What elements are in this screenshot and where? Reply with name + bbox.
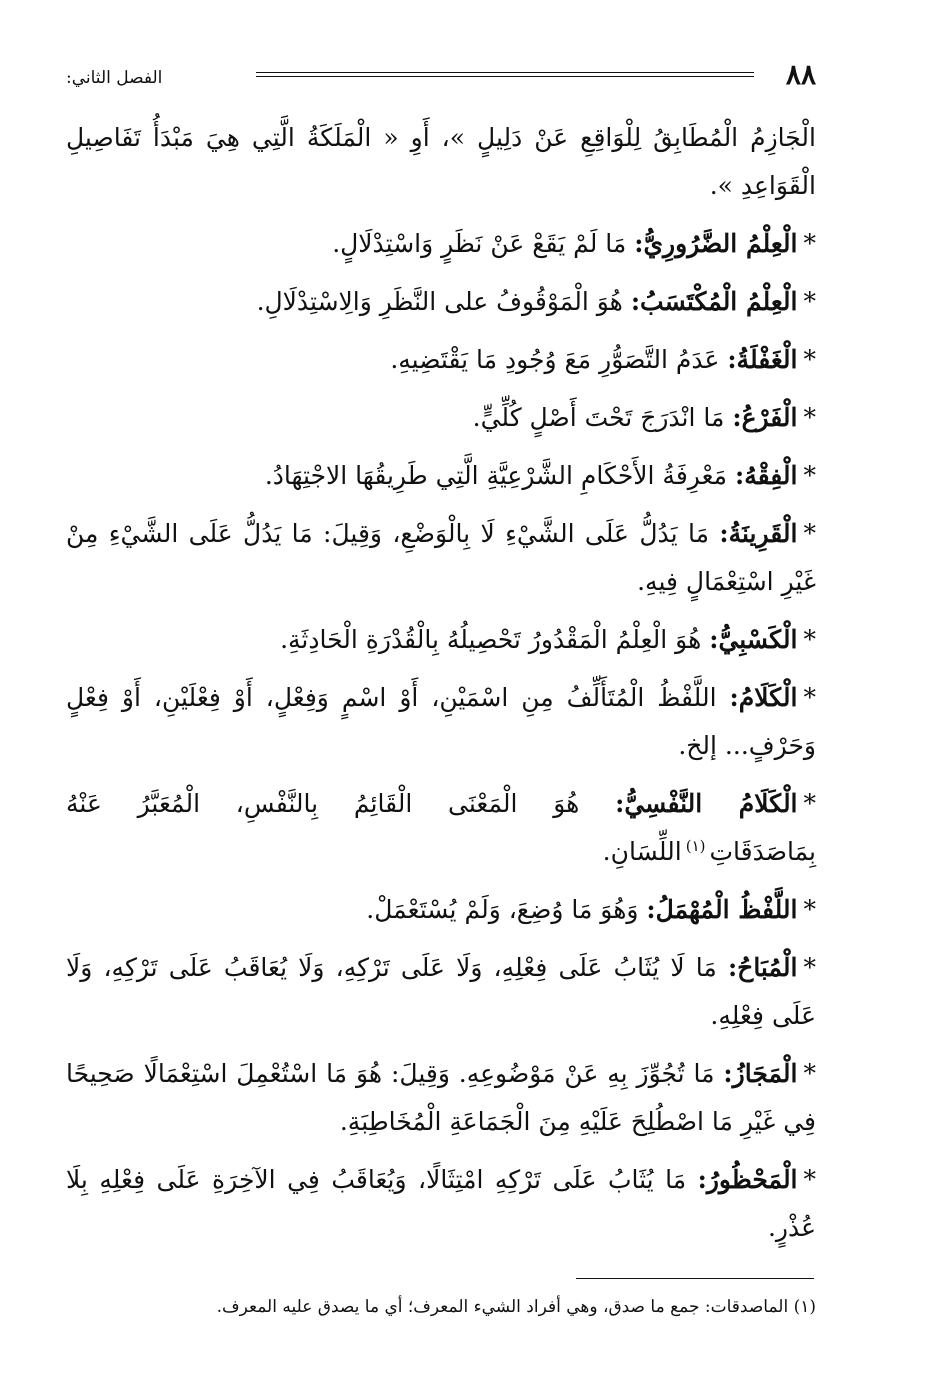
entry-branch [66, 394, 816, 442]
entry-acquired-knowledge [66, 278, 816, 326]
entry-term: الْكَسْبِيُّ: [709, 625, 798, 654]
entry-metaphor [66, 1050, 816, 1146]
page-number: ٨٨ [785, 58, 816, 91]
entry-definition: مَا يَدُلُّ عَلَى الشَّيْءِ لَا بِالْوَضْعِ، وَقِيلَ: مَا يَدُلُّ عَلَى الشَّيْءِ مِنْ غَيْرِ اسْتِعْمَالٍ فِيهِ. [66, 519, 816, 596]
entry-definition: اللَّفْظُ الْمُتَأَلِّفُ مِنِ اسْمَيْنِ، أَوْ اسْمٍ وَفِعْلٍ، أَوْ فِعْلَيْنِ، أَوْ فِعْلٍ وَحَرْفٍ... إلخ. [66, 683, 816, 760]
entry-term: الْمَجَازُ: [723, 1059, 798, 1088]
entry-term: اللَّفْظُ الْمُهْمَلُ: [646, 895, 798, 924]
entry-permissible [66, 944, 816, 1040]
bullet-star: * [803, 403, 816, 432]
entry-definition: مَا تُجُوِّزَ بِهِ عَنْ مَوْضُوعِهِ. وَقِيلَ: هُوَ مَا اسْتُعْمِلَ اسْتِعْمَالًا صَحِيحًا فِي غَيْرِ مَا اصْطُلِحَ عَلَيْهِ مِنَ الْجَمَاعَةِ الْمُخَاطِبَةِ. [66, 1059, 816, 1136]
entry-definition: هُوَ الْمَعْنَى الْقَائِمُ بِالنَّفْسِ، الْمُعَبَّرُ عَنْهُ بِمَاصَدَقَاتِ [66, 789, 816, 866]
bullet-star: * [803, 789, 817, 818]
intro-paragraph: الْجَازِمُ الْمُطَابِقُ لِلْوَاقِعِ عَنْ دَلِيلٍ »، أَوِ « الْمَلَكَةُ الَّتِي هِيَ مَبْدَأُ تَفَاصِيلِ الْقَوَاعِدِ ». [66, 123, 816, 200]
footnote-ref[interactable]: (١) [685, 836, 706, 855]
entry-term: الْقَرِينَةُ: [719, 519, 798, 548]
bullet-star: * [803, 229, 816, 258]
entry-definition: مَا انْدَرَجَ تَحْتَ أَصْلٍ كُلِّيٍّ. [472, 403, 725, 432]
footnote: (١) الماصدقات: جمع ما صدق، وهي أفراد الشيء المعرف؛ أي ما يصدق عليه المعرف. [216, 1297, 816, 1317]
chapter-title: الفصل الثاني: [66, 68, 163, 88]
entry-speech [66, 674, 816, 770]
entry-term: الْكَلَامُ: [729, 683, 798, 712]
entry-definition: مَا لَمْ يَقَعْ عَنْ نَظَرٍ وَاسْتِدْلَالٍ. [332, 229, 627, 258]
entry-inner-speech [66, 780, 816, 876]
bullet-star: * [803, 519, 816, 548]
header-rule [256, 72, 754, 77]
entry-definition: عَدَمُ التَّصَوُّرِ مَعَ وُجُودِ مَا يَقْتَضِيهِ. [390, 345, 720, 374]
entry-acquisitive [66, 616, 816, 664]
page-body [66, 114, 816, 1262]
bullet-star: * [803, 287, 816, 316]
bullet-star: * [803, 895, 816, 924]
entry-prohibited [66, 1156, 816, 1252]
bullet-star: * [803, 1059, 816, 1088]
bullet-star: * [803, 953, 816, 982]
entry-heedlessness [66, 336, 816, 384]
bullet-star: * [803, 625, 816, 654]
bullet-star: * [803, 683, 816, 712]
running-header [66, 60, 816, 94]
entry-term: الْغَفْلَةُ: [727, 345, 798, 374]
entry-necessary-knowledge [66, 220, 816, 268]
entry-definition-tail: اللِّسَانِ. [602, 837, 682, 866]
entry-definition: مَا لَا يُثَابُ عَلَى فِعْلِهِ، وَلَا عَلَى تَرْكِهِ، وَلَا يُعَاقَبُ عَلَى تَرْكِهِ، وَلَا عَلَى فِعْلِهِ. [66, 953, 816, 1030]
entry-definition: وَهُوَ مَا وُضِعَ، وَلَمْ يُسْتَعْمَلْ. [366, 895, 639, 924]
entry-term: الْعِلْمُ الضَّرُورِيُّ: [634, 229, 798, 258]
bullet-star: * [803, 1165, 817, 1194]
bullet-star: * [803, 461, 816, 490]
entry-term: الْفَرْعُ: [732, 403, 798, 432]
footnote-separator [576, 1278, 814, 1279]
entry-definition: مَعْرِفَةُ الأَحْكَامِ الشَّرْعِيَّةِ الَّتِي طَرِيقُهَا الاجْتِهَادُ. [264, 461, 728, 490]
entry-definition: هُوَ الْعِلْمُ الْمَقْدُورُ تَحْصِيلُهُ بِالْقُدْرَةِ الْحَادِثَةِ. [280, 625, 702, 654]
entry-unused-word [66, 886, 816, 934]
entry-term: الْكَلَامُ النَّفْسِيُّ: [615, 789, 798, 818]
entry-term: الْفِقْهُ: [735, 461, 798, 490]
entry-indication [66, 510, 816, 606]
entry-term: الْمَحْظُورُ: [697, 1165, 798, 1194]
entry-term: الْمُبَاحُ: [727, 953, 798, 982]
entry-term: الْعِلْمُ الْمُكْتَسَبُ: [630, 287, 798, 316]
entry-definition: هُوَ الْمَوْقُوفُ على النَّظَرِ وَالِاسْتِدْلَالِ. [256, 287, 623, 316]
entry-jurisprudence [66, 452, 816, 500]
bullet-star: * [803, 345, 816, 374]
entry-definition: مَا يُثَابُ عَلَى تَرْكِهِ امْتِثَالًا، وَيُعَاقَبُ فِي الآخِرَةِ عَلَى فِعْلِهِ بِلَا عُذْرٍ. [66, 1165, 816, 1242]
